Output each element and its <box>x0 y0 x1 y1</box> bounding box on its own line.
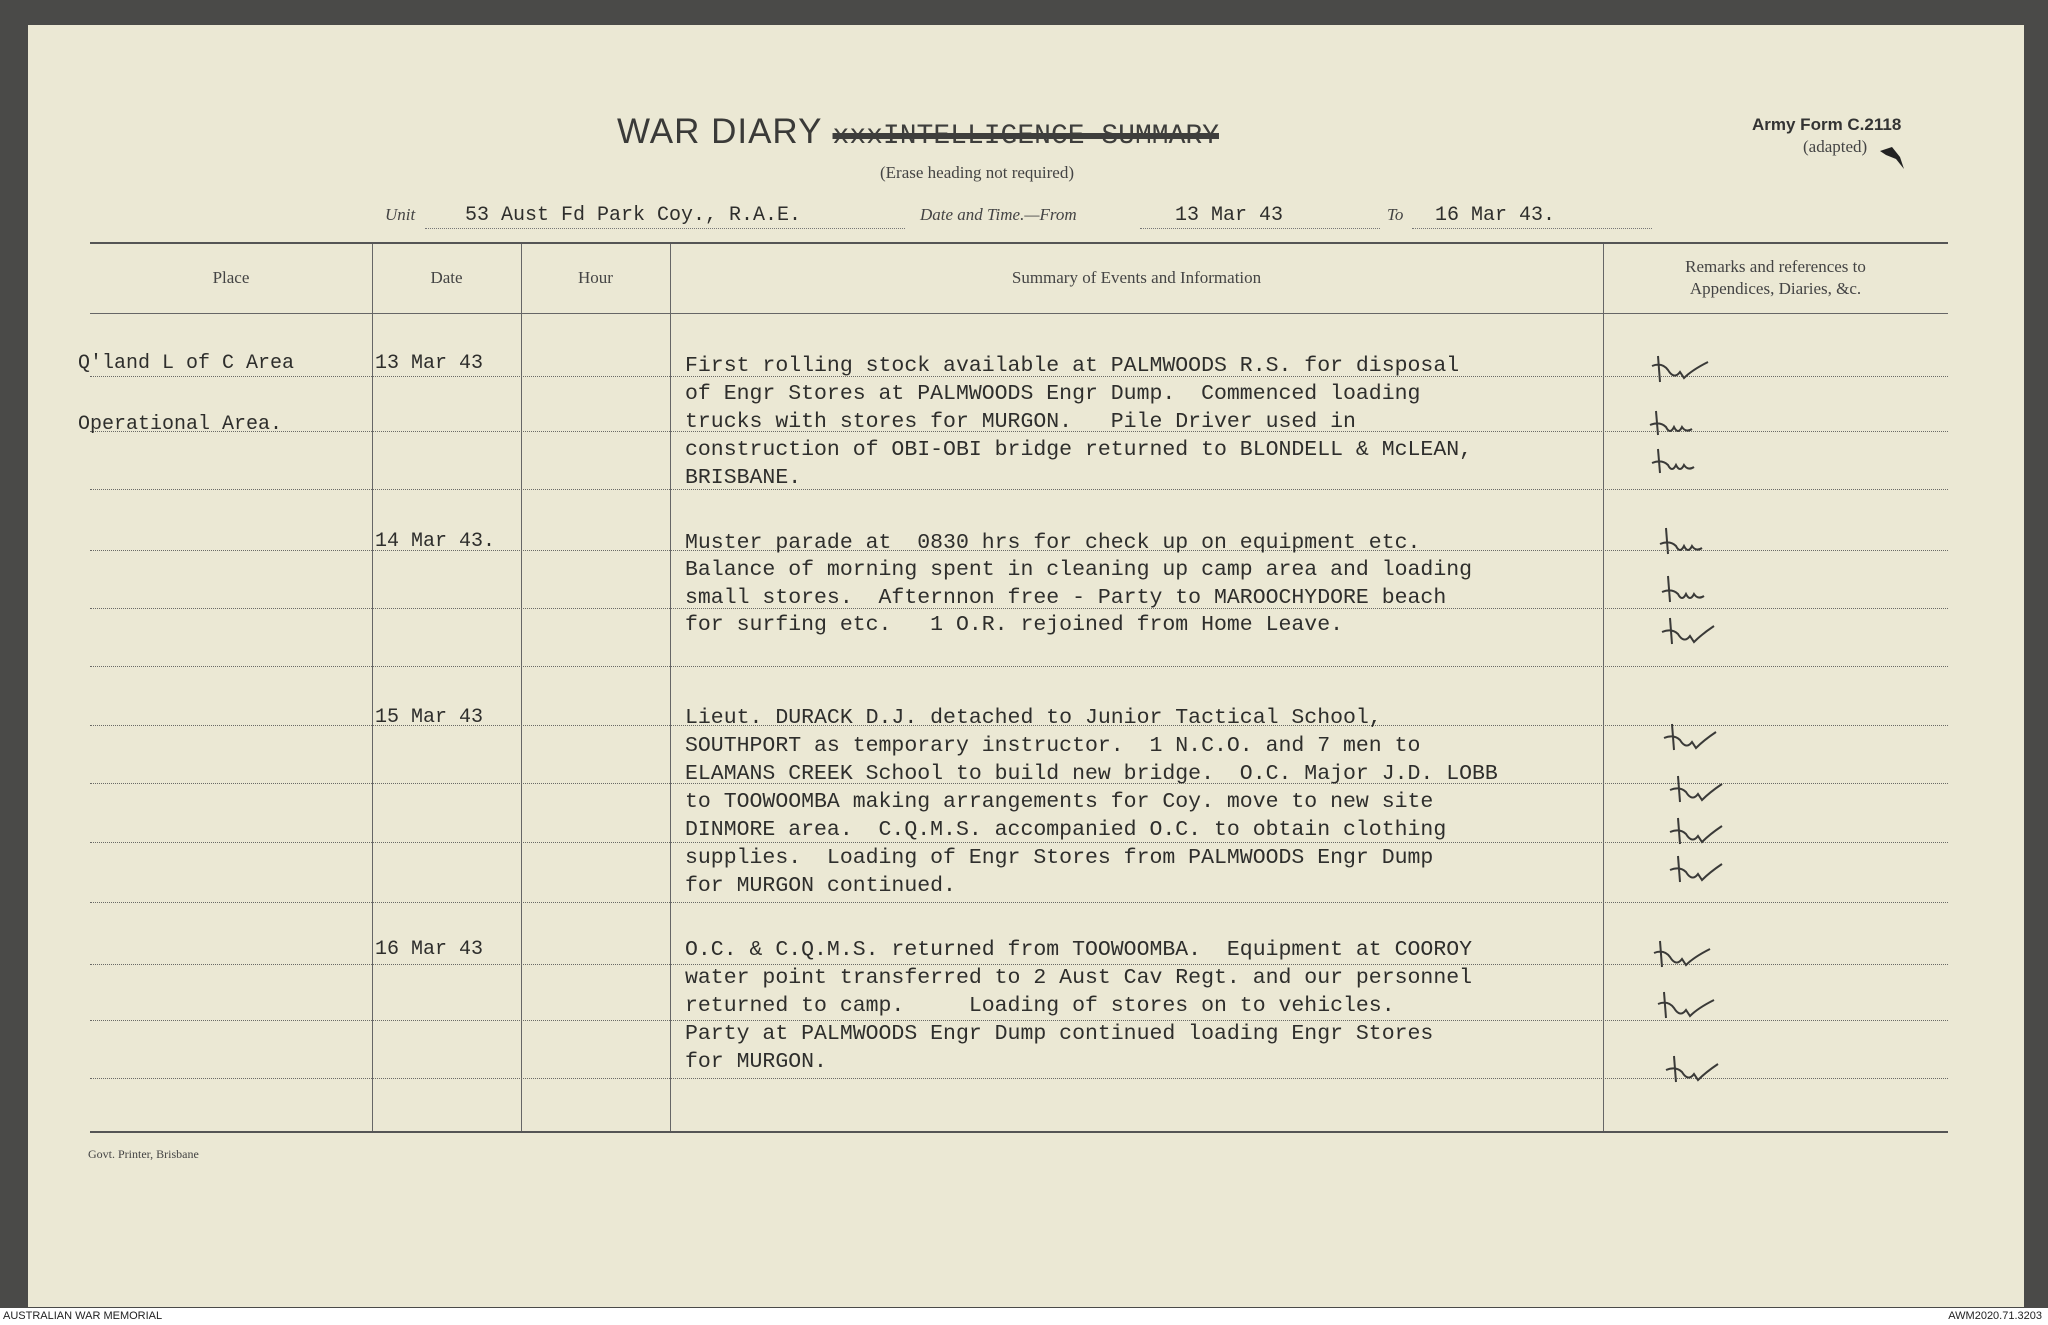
initials-mark <box>1660 614 1720 654</box>
entry-date: 14 Mar 43. <box>375 530 496 553</box>
table-top-rule <box>90 242 1948 244</box>
col-divider-summary <box>1603 244 1604 1131</box>
initials-mark <box>1664 1052 1724 1092</box>
summary-line: Party at PALMWOODS Engr Dump continued loading Engr Stores <box>685 1022 1434 1046</box>
adapted-label: (adapted) <box>1803 137 1868 156</box>
summary-line: to TOOWOOMBA making arrangements for Coy. move to new site <box>685 790 1434 814</box>
remarks-line-2: Appendices, Diaries, &c. <box>1689 279 1862 298</box>
initials-mark <box>1668 772 1728 812</box>
table-bottom-rule <box>90 1131 1948 1133</box>
col-header-remarks <box>1603 256 1948 300</box>
summary-line: SOUTHPORT as temporary instructor. 1 N.C.O. and 7 men to <box>685 734 1421 758</box>
summary-line: Balance of morning spent in cleaning up camp area and loading <box>685 558 1473 582</box>
initials-mark <box>1650 352 1710 392</box>
entry-date: 16 Mar 43 <box>375 938 484 961</box>
row-line <box>90 902 1948 903</box>
summary-line: BRISBANE. <box>685 466 802 490</box>
summary-line: O.C. & C.Q.M.S. returned from TOOWOOMBA. Equipment at COOROY <box>685 938 1473 962</box>
place-text-2: Operational Area. <box>78 413 283 436</box>
initials-mark <box>1668 814 1728 854</box>
summary-line: Lieut. DURACK D.J. detached to Junior Tactical School, <box>685 706 1382 730</box>
title-text: WAR DIARY <box>617 112 822 151</box>
summary-line: Muster parade at 0830 hrs for check up on equipment etc. <box>685 531 1421 555</box>
struck-heading: xxxINTELLIGENCE SUMMARY <box>832 121 1219 152</box>
date-time-label: Date and Time.—From <box>920 205 1077 224</box>
page-title <box>617 112 1219 152</box>
archive-footer <box>0 1308 2048 1325</box>
initials-mark <box>1648 405 1708 445</box>
to-value: 16 Mar 43. <box>1435 204 1556 227</box>
col-header-hour: Hour <box>578 268 613 287</box>
entry-date: 13 Mar 43 <box>375 352 484 375</box>
initials-mark <box>1652 937 1712 977</box>
initials-mark <box>1658 524 1718 564</box>
summary-line: returned to camp. Loading of stores on to vehicles. <box>685 994 1395 1018</box>
pen-mark-icon <box>1878 143 1908 173</box>
summary-line: supplies. Loading of Engr Stores from PALMWOODS Engr Dump <box>685 846 1434 870</box>
erase-note: (Erase heading not required) <box>880 163 1074 182</box>
col-divider-hour <box>670 244 671 1131</box>
initials-mark <box>1650 443 1710 483</box>
header-rule <box>90 313 1948 314</box>
row-line <box>90 489 1948 490</box>
initials-mark <box>1660 572 1720 612</box>
summary-line: small stores. Afternnon free - Party to MAROOCHYDORE beach <box>685 586 1447 610</box>
col-divider-date <box>521 244 522 1131</box>
summary-line: ELAMANS CREEK School to build new bridge. O.C. Major J.D. LOBB <box>685 762 1498 786</box>
summary-line: water point transferred to 2 Aust Cav Regt. and our personnel <box>685 966 1473 990</box>
summary-line: for MURGON. <box>685 1050 827 1074</box>
remarks-line-1: Remarks and references to <box>1685 257 1866 276</box>
unit-dotted-line <box>425 228 905 229</box>
summary-line: DINMORE area. C.Q.M.S. accompanied O.C. to obtain clothing <box>685 818 1447 842</box>
archive-name: AUSTRALIAN WAR MEMORIAL <box>3 1310 163 1322</box>
summary-line: of Engr Stores at PALMWOODS Engr Dump. Commenced loading <box>685 382 1421 406</box>
summary-line: trucks with stores for MURGON. Pile Driver used in <box>685 410 1356 434</box>
printer-imprint: Govt. Printer, Brisbane <box>88 1147 199 1161</box>
to-label: To <box>1387 205 1404 224</box>
place-text-1: Q'land L of C Area <box>78 352 295 375</box>
col-header-date: Date <box>430 268 463 287</box>
summary-line: for surfing etc. 1 O.R. rejoined from Home Leave. <box>685 613 1344 637</box>
from-dotted-line <box>1140 228 1380 229</box>
initials-mark <box>1662 720 1722 760</box>
col-header-place: Place <box>212 268 250 287</box>
col-header-summary: Summary of Events and Information <box>1011 268 1262 287</box>
to-dotted-line <box>1412 228 1652 229</box>
col-divider-place <box>372 244 373 1131</box>
summary-line: First rolling stock available at PALMWOODS R.S. for disposal <box>685 354 1460 378</box>
army-form-label: Army Form C.2118 <box>1752 115 1902 134</box>
from-value: 13 Mar 43 <box>1175 204 1284 227</box>
summary-line: construction of OBI-OBI bridge returned to BLONDELL & McLEAN, <box>685 438 1473 462</box>
summary-line: for MURGON continued. <box>685 874 956 898</box>
entry-date: 15 Mar 43 <box>375 706 484 729</box>
initials-mark <box>1668 852 1728 892</box>
initials-mark <box>1656 988 1716 1028</box>
archive-id: AWM2020.71.3203 <box>1948 1310 2042 1322</box>
row-line <box>90 666 1948 667</box>
unit-value: 53 Aust Fd Park Coy., R.A.E. <box>465 204 802 227</box>
unit-label: Unit <box>385 205 416 224</box>
